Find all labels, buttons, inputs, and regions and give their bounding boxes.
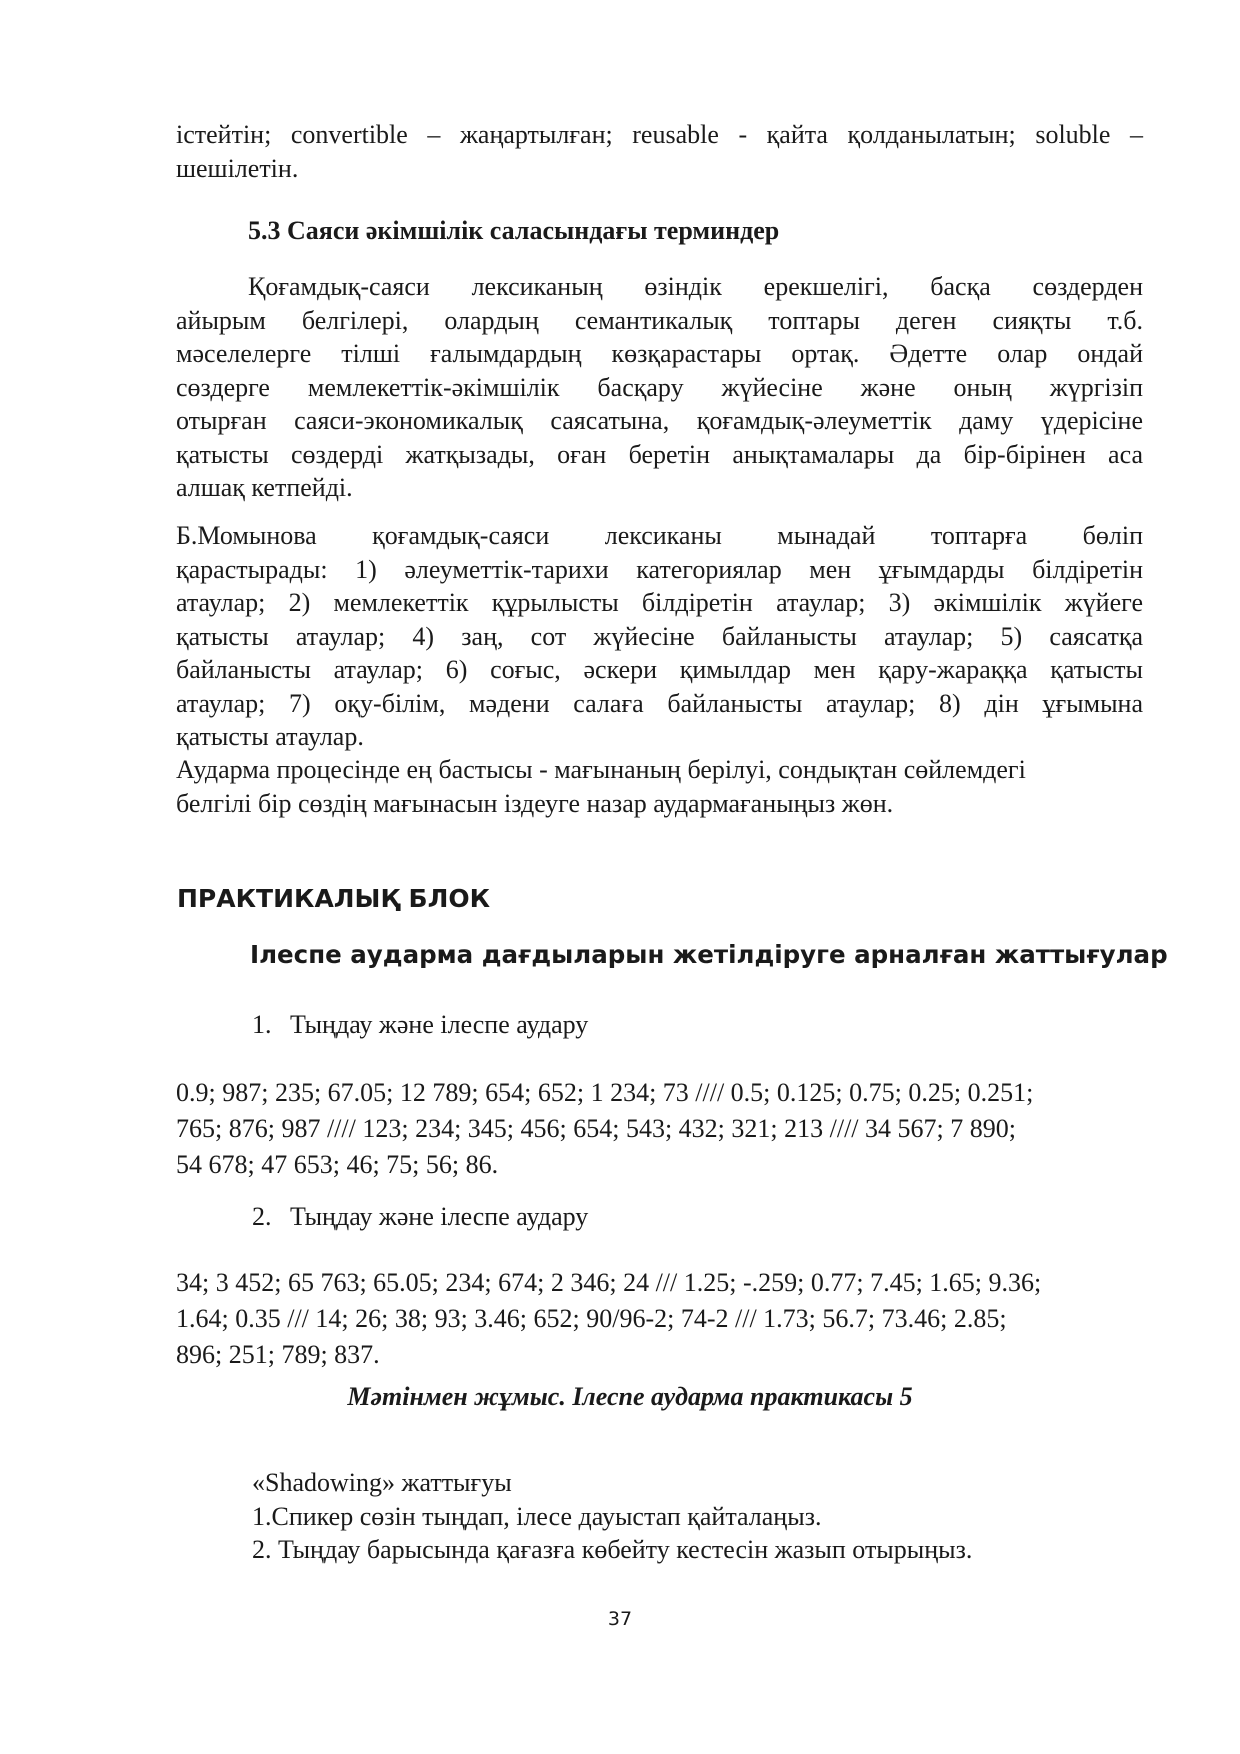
- exercise-1-line: 765; 876; 987 //// 123; 234; 345; 456; 654; 543; 432; 321; 213 //// 34 567; 7 890;: [176, 1114, 1016, 1143]
- shadowing-title: «Shadowing» жаттығуы: [252, 1468, 512, 1497]
- para1-line: алшақ кетпейді.: [176, 473, 353, 502]
- practical-block-heading: ПРАКТИКАЛЫҚ БЛОК: [177, 884, 491, 913]
- exercise-1-number: 1.: [252, 1010, 272, 1039]
- para1-line: отырған саяси-экономикалық саясатына, қоғамдық-әлеуметтік даму үдерісіне: [176, 406, 1143, 435]
- intro-line: шешілетін.: [176, 153, 299, 183]
- paragraph-1: [176, 270, 1143, 505]
- para2-line: атаулар; 2) мемлекеттік құрылысты білдіретін атаулар; 3) әкімшілік жүйеге: [176, 588, 1143, 617]
- exercise-1-line: 54 678; 47 653; 46; 75; 56; 86.: [176, 1150, 499, 1179]
- para3-line: белгілі бір сөздің мағынасын іздеуге назар аудармағаныңыз жөн.: [176, 788, 894, 818]
- section-heading: 5.3 Саяси әкімшілік саласындағы терминдер: [248, 216, 780, 245]
- para2-line: байланысты атаулар; 6) соғыс, әскери қимылдар мен қару-жараққа қатысты: [176, 655, 1143, 684]
- paragraph-3: [176, 753, 1143, 820]
- exercise-1-label: Тыңдау және ілеспе аудару: [290, 1010, 589, 1039]
- para1-line: сөздерге мемлекеттік-әкімшілік басқару жүйесіне және оның жүргізіп: [176, 372, 1143, 402]
- exercise-1-title: [252, 1010, 588, 1040]
- exercise-1-numbers: [176, 1075, 1143, 1183]
- para3-line: Аударма процесінде ең бастысы - мағынаның берілуі, сондықтан сөйлемдегі: [176, 755, 1026, 784]
- exercise-2-label: Тыңдау және ілеспе аудару: [290, 1202, 589, 1231]
- paragraph-2: [176, 519, 1143, 754]
- para2-line: Б.Момынова қоғамдық-саяси лексиканы мынадай топтарға бөліп: [176, 521, 1143, 550]
- para1-line: қатысты сөздерді жатқызады, оған беретін анықтамалары да бір-бірінен аса: [176, 439, 1143, 469]
- exercise-2-line: 896; 251; 789; 837.: [176, 1340, 380, 1369]
- para1-line: айырым белгілері, олардың семантикалық топтары деген сияқты т.б.: [176, 305, 1143, 335]
- text-work-heading: Мәтінмен жұмыс. Ілеспе аударма практикасы 5: [347, 1382, 913, 1411]
- exercise-1-line: 0.9; 987; 235; 67.05; 12 789; 654; 652; 1 234; 73 //// 0.5; 0.125; 0.75; 0.25; 0.251;: [176, 1078, 1034, 1107]
- exercise-2-number: 2.: [252, 1202, 272, 1231]
- exercise-2-numbers: [176, 1265, 1143, 1373]
- para1-line: Қоғамдық-саяси лексиканың өзіндік ерекшелігі, басқа сөздерден: [248, 272, 1143, 301]
- shadowing-item-2: 2. Тыңдау барысында қағазға көбейту кестесін жазып отырыңыз.: [252, 1535, 973, 1564]
- exercise-2-title: [252, 1202, 588, 1232]
- para1-line: мәселелерге тілші ғалымдардың көзқарастары ортақ. Әдетте олар ондай: [176, 339, 1143, 368]
- intro-paragraph: [176, 118, 1143, 185]
- practical-block-subheading: Ілеспе аударма дағдыларын жетілдіруге арналған жаттығулар: [250, 940, 1168, 969]
- para2-line: атаулар; 7) оқу-білім, мәдени салаға байланысты атаулар; 8) дін ұғымына: [176, 688, 1143, 718]
- exercise-2-line: 1.64; 0.35 /// 14; 26; 38; 93; 3.46; 652; 90/96-2; 74-2 /// 1.73; 56.7; 73.46; 2.85;: [176, 1304, 1007, 1333]
- exercise-2-line: 34; 3 452; 65 763; 65.05; 234; 674; 2 346; 24 /// 1.25; -.259; 0.77; 7.45; 1.65; 9.36;: [176, 1268, 1042, 1297]
- intro-line: істейтін; convertible – жаңартылған; reusable - қайта қолданылатын; soluble –: [176, 120, 1143, 149]
- para2-line: қатысты атаулар.: [176, 722, 364, 751]
- para2-line: қатысты атаулар; 4) заң, сот жүйесіне байланысты атаулар; 5) саясатқа: [176, 621, 1143, 651]
- page-number: 37: [607, 1608, 633, 1630]
- shadowing-item-1: 1.Спикер сөзін тыңдап, ілесе дауыстап қайталаңыз.: [252, 1501, 822, 1531]
- shadowing-block: [252, 1466, 972, 1567]
- para2-line: қарастырады: 1) әлеуметтік-тарихи категориялар мен ұғымдарды білдіретін: [176, 554, 1143, 584]
